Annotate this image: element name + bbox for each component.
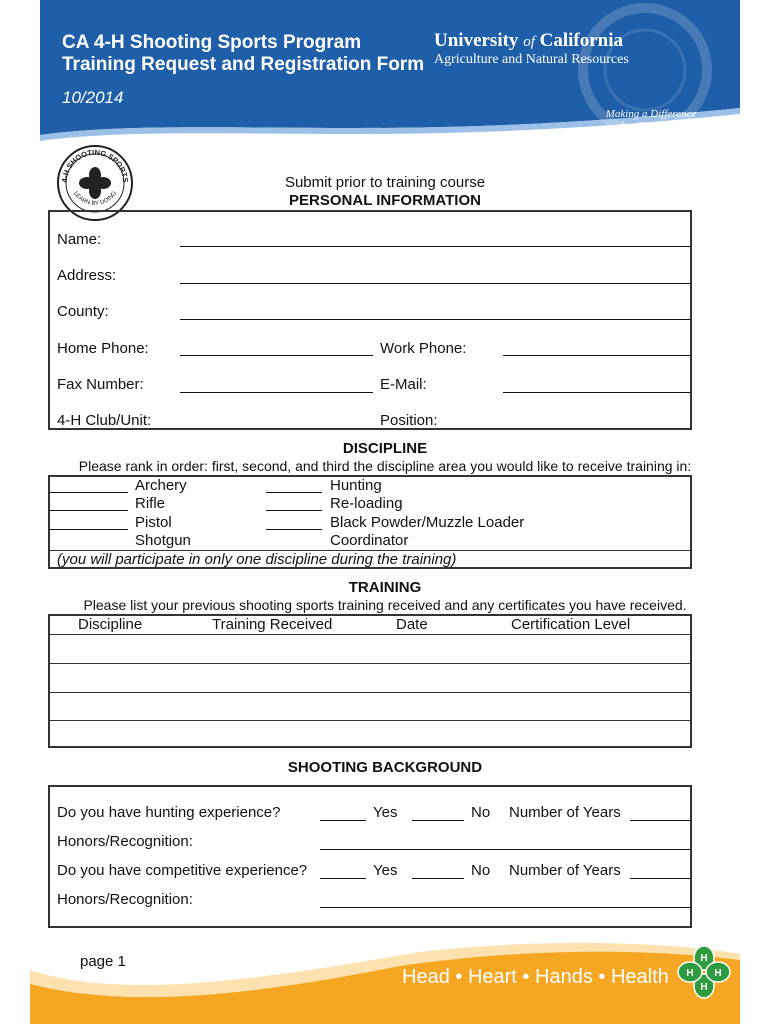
uc-tagline-1: Making a Difference <box>605 108 697 120</box>
competitive-no-label: No <box>471 862 491 879</box>
option-shotgun: Shotgun <box>135 532 191 549</box>
header-banner <box>0 0 770 150</box>
background-title: SHOOTING BACKGROUND <box>287 759 483 776</box>
pledge-hands: Hands <box>535 966 593 988</box>
email-label: E-Mail: <box>380 376 427 393</box>
seal-text-top: 4-H SHOOTING SPORTS <box>59 147 131 183</box>
competitive-honors-label: Honors/Recognition: <box>57 891 193 908</box>
fax-label: Fax Number: <box>57 376 144 393</box>
uc-tagline-2: for California <box>620 120 682 132</box>
option-pistol: Pistol <box>135 514 172 531</box>
uc-name-of: of <box>523 34 535 50</box>
rank-field-reloading[interactable] <box>266 510 322 511</box>
competitive-yes-label: Yes <box>373 862 398 879</box>
position-label: Position: <box>380 412 438 429</box>
hunting-yes-field[interactable] <box>320 820 366 821</box>
training-row-divider <box>50 634 690 635</box>
address-field[interactable] <box>180 283 690 284</box>
hunting-no-label: No <box>471 804 491 821</box>
hunting-question: Do you have hunting experience? <box>57 804 281 821</box>
name-field[interactable] <box>180 246 690 247</box>
pledge-bullet: • <box>598 966 606 988</box>
uc-logo-subtitle: Agriculture and Natural Resources <box>434 52 629 67</box>
uc-tagline <box>596 108 706 132</box>
training-title: TRAINING <box>348 579 422 596</box>
training-row-divider <box>50 692 690 693</box>
competitive-years-label: Number of Years <box>509 862 621 879</box>
svg-text:H: H <box>700 953 708 964</box>
option-reloading: Re-loading <box>330 495 403 512</box>
competitive-years-field[interactable] <box>630 878 690 879</box>
work-phone-field[interactable] <box>503 355 690 356</box>
hunting-years-label: Number of Years <box>509 804 621 821</box>
personal-info-box <box>48 210 692 430</box>
hunting-honors-field[interactable] <box>320 849 690 850</box>
training-col-discipline: Discipline <box>78 616 143 633</box>
option-coordinator: Coordinator <box>330 532 409 549</box>
form-title-line-1: CA 4-H Shooting Sports Program <box>62 32 362 53</box>
submit-note: Submit prior to training course <box>284 174 486 191</box>
competitive-yes-field[interactable] <box>320 878 366 879</box>
competitive-no-field[interactable] <box>412 878 464 879</box>
home-phone-label: Home Phone: <box>57 340 149 357</box>
discipline-instruction: Please rank in order: first, second, and third the discipline area you would like to receive training in: <box>78 458 692 474</box>
training-row-divider <box>50 720 690 721</box>
rank-field-hunting[interactable] <box>266 492 322 493</box>
hunting-honors-label: Honors/Recognition: <box>57 833 193 850</box>
work-phone-label: Work Phone: <box>380 340 467 357</box>
training-instruction: Please list your previous shooting sports training received and any certificates you have received. <box>83 597 687 613</box>
rank-field-pistol[interactable] <box>50 529 128 530</box>
email-field[interactable] <box>503 392 690 393</box>
pledge-bullet: • <box>522 966 530 988</box>
form-date: 10/2014 <box>62 88 124 107</box>
uc-logo-name <box>434 30 623 52</box>
pledge-health: Health <box>610 966 669 988</box>
county-field[interactable] <box>180 319 690 320</box>
rank-field-archery[interactable] <box>50 492 128 493</box>
training-col-date: Date <box>396 616 428 633</box>
address-label: Address: <box>57 267 117 284</box>
option-black-powder: Black Powder/Muzzle Loader <box>330 514 525 531</box>
seal-text-bottom: LEARN BY DOING <box>71 190 119 208</box>
form-title-line-2: Training Request and Registration Form <box>62 54 425 75</box>
four-h-clover-icon <box>676 944 732 1000</box>
county-label: County: <box>57 303 109 320</box>
rank-field-black-powder[interactable] <box>266 529 322 530</box>
hunting-years-field[interactable] <box>630 820 690 821</box>
name-label: Name: <box>57 231 102 248</box>
svg-text:H: H <box>714 968 722 979</box>
option-archery: Archery <box>135 477 187 494</box>
hunting-yes-label: Yes <box>373 804 398 821</box>
svg-text:H: H <box>700 982 708 993</box>
training-table <box>48 614 692 748</box>
training-row-divider <box>50 663 690 664</box>
club-label: 4-H Club/Unit: <box>57 412 152 429</box>
hunting-no-field[interactable] <box>412 820 464 821</box>
four-h-pledge <box>402 966 669 989</box>
pledge-bullet: • <box>455 966 463 988</box>
uc-name-part-b: California <box>539 30 623 51</box>
rank-field-rifle[interactable] <box>50 510 128 511</box>
home-phone-field[interactable] <box>180 355 373 356</box>
fax-field[interactable] <box>180 392 373 393</box>
option-hunting: Hunting <box>330 477 382 494</box>
option-rifle: Rifle <box>135 495 166 512</box>
discipline-note: (you will participate in only one discipline during the training) <box>57 551 457 568</box>
page-number: page 1 <box>80 953 126 970</box>
personal-info-title: PERSONAL INFORMATION <box>289 192 481 209</box>
pledge-head: Head <box>402 966 450 988</box>
competitive-question: Do you have competitive experience? <box>57 862 308 879</box>
competitive-honors-field[interactable] <box>320 907 690 908</box>
uc-name-part-a: University <box>434 30 519 51</box>
training-col-certification: Certification Level <box>511 616 631 633</box>
training-col-received: Training Received <box>212 616 333 633</box>
svg-text:H: H <box>686 968 694 979</box>
pledge-heart: Heart <box>467 966 517 988</box>
discipline-title: DISCIPLINE <box>342 440 428 457</box>
